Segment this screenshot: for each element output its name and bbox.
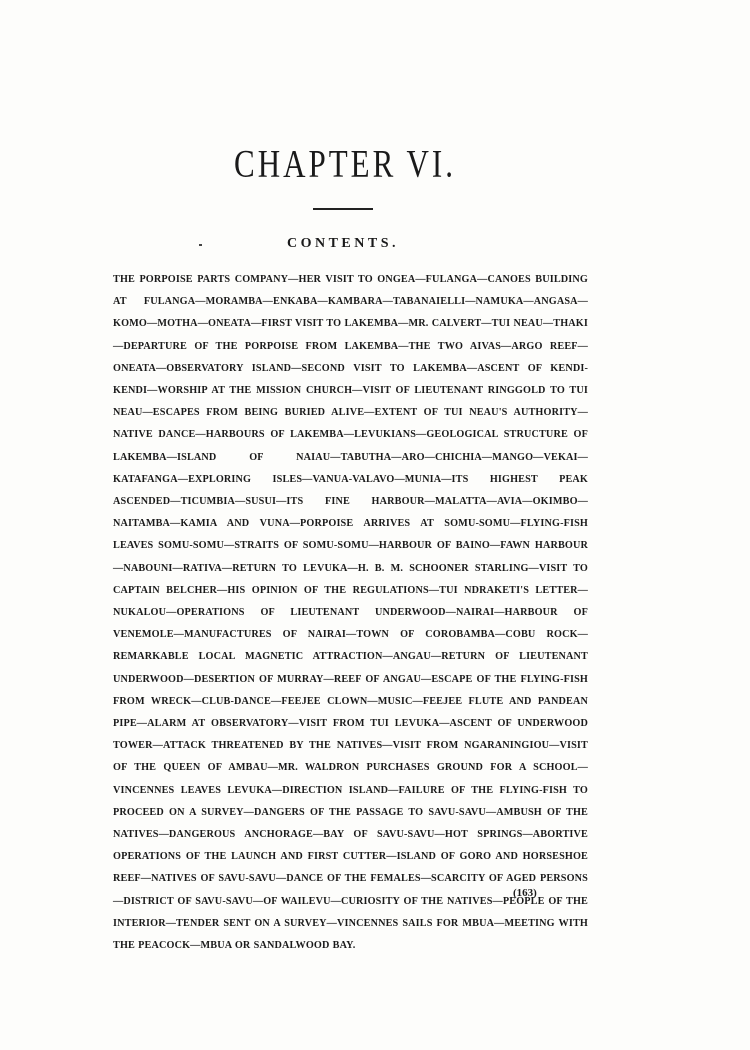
title-divider-rule	[313, 208, 373, 210]
page-number: (163)	[513, 887, 537, 899]
contents-summary: THE PORPOISE PARTS COMPANY—HER VISIT TO ONGEA—FULANGA—CANOES BUILDING AT FULANGA—MORAMBA—ENKABA—KAMBARA—TABANAIELLI—NAMUKA—ANGASA—KOMO—MOTHA—ONEATA—FIRST VISIT TO LAKEMBA—MR. CALVERT—TUI NEAU—THAKI—DEPARTURE OF THE PORPOISE FROM LAKEMBA—THE TWO AIVAS—ARGO REEF—ONEATA—OBSERVATORY ISLAND—SECOND VISIT TO LAKEMBA—ASCENT OF KENDI-KENDI—WORSHIP AT THE MISSION CHURCH—VISIT OF LIEUTENANT RINGGOLD TO TUI NEAU—ESCAPES FROM BEING BURIED ALIVE—EXTENT OF TUI NEAU'S AUTHORITY—NATIVE DANCE—HARBOURS OF LAKEMBA—LEVUKIANS—GEOLOGICAL STRUCTURE OF LAKEMBA—ISLAND OF NAIAU—TABUTHA—ARO—CHICHIA—MANGO—VEKAI—KATAFANGA—EXPLORING ISLES—VANUA-VALAVO—MUNIA—ITS HIGHEST PEAK ASCENDED—TICUMBIA—SUSUI—ITS FINE HARBOUR—MALATTA—AVIA—OKIMBO—NAITAMBA—KAMIA AND VUNA—PORPOISE ARRIVES AT SOMU-SOMU—FLYING-FISH LEAVES SOMU-SOMU—STRAITS OF SOMU-SOMU—HARBOUR OF BAINO—FAWN HARBOUR—NABOUNI—RATIVA—RETURN TO LEVUKA—H. B. M. SCHOONER STARLING—VISIT TO CAPTAIN BELCHER—HIS OPINION OF THE REGULATIONS—TUI NDRAKETI'S LETTER—NUKALOU—OPERATIONS OF LIEUTENANT UNDERWOOD—NAIRAI—HARBOUR OF VENEMOLE—MANUFACTURES OF NAIRAI—TOWN OF COROBAMBA—COBU ROCK—REMARKABLE LOCAL MAGNETIC ATTRACTION—ANGAU—RETURN OF LIEUTENANT UNDERWOOD—DESERTION OF MURRAY—REEF OF ANGAU—ESCAPE OF THE FLYING-FISH FROM WRECK—CLUB-DANCE—FEEJEE CLOWN—MUSIC—FEEJEE FLUTE AND PANDEAN PIPE—ALARM AT OBSERVATORY—VISIT FROM TUI LEVUKA—ASCENT OF UNDERWOOD TOWER—ATTACK THREATENED BY THE NATIVES—VISIT FROM NGARANINGIOU—VISIT OF THE QUEEN OF AMBAU—MR. WALDRON PURCHASES GROUND FOR A SCHOOL—VINCENNES LEAVES LEVUKA—DIRECTION ISLAND—FAILURE OF THE FLYING-FISH TO PROCEED ON A SURVEY—DANGERS OF THE PASSAGE TO SAVU-SAVU—AMBUSH OF THE NATIVES—DANGEROUS ANCHORAGE—BAY OF SAVU-SAVU—HOT SPRINGS—ABORTIVE OPERATIONS OF THE LAUNCH AND FIRST CUTTER—ISLAND OF GORO AND HORSESHOE REEF—NATIVES OF SAVU-SAVU—DANCE OF THE FEMALES—SCARCITY OF AGED PERSONS—DISTRICT OF SAVU-SAVU—OF WAILEVU—CURIOSITY OF THE NATIVES—PEOPLE OF THE INTERIOR—TENDER SENT ON A SURVEY—VINCENNES SAILS FOR MBUA—MEETING WITH THE PEACOCK—MBUA OR SANDALWOOD BAY.	[113, 274, 588, 952]
chapter-title: CHAPTER VI.	[234, 141, 456, 186]
contents-heading: CONTENTS.	[286, 236, 400, 251]
